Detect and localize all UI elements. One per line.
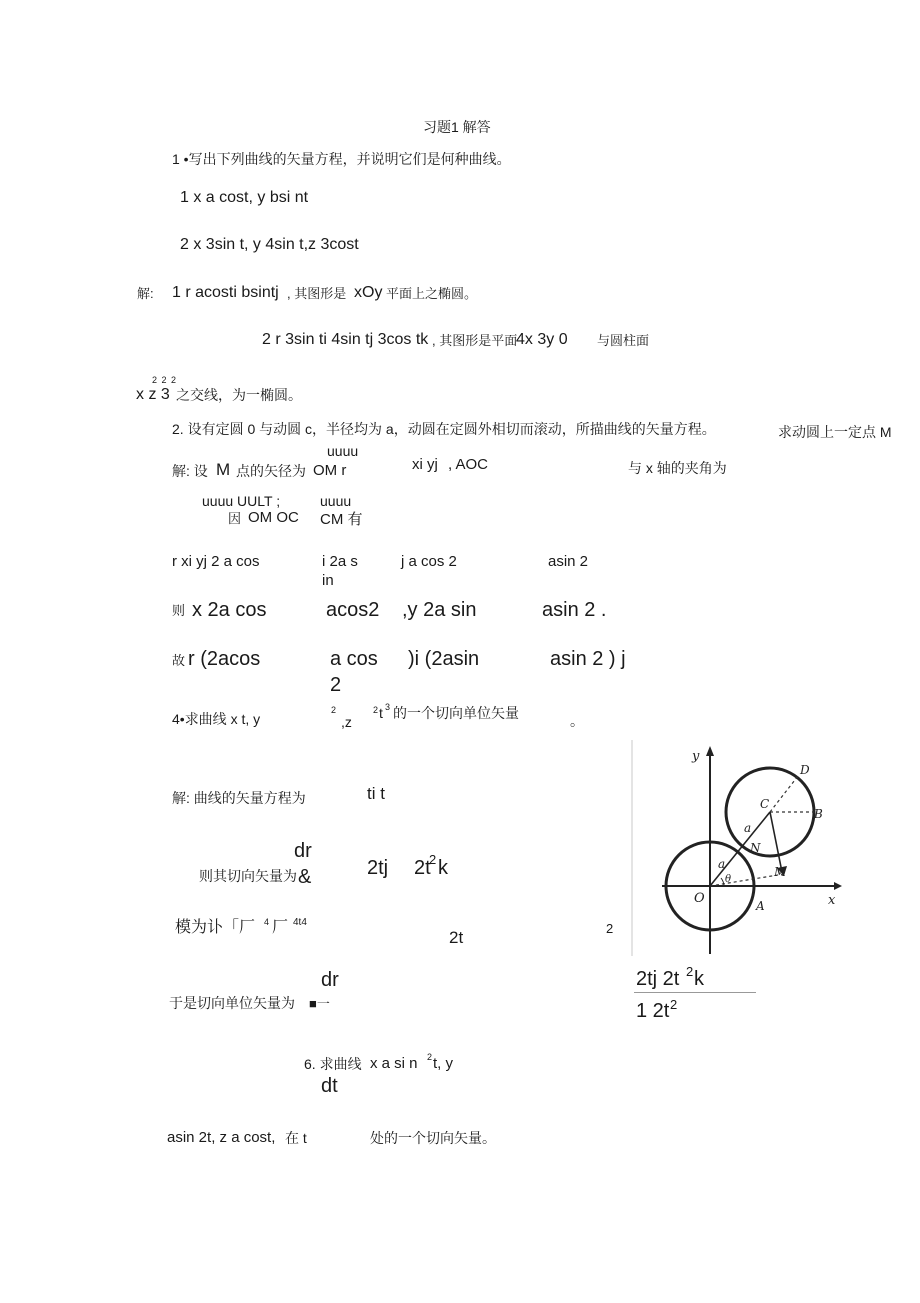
q2-gu-label: 故 — [172, 653, 186, 668]
q4-prompt: 4•求曲线 x t, y — [172, 711, 261, 727]
q4-unit-mark: ■一 — [309, 996, 330, 1011]
fig-label-B: B — [814, 807, 823, 821]
q2-gu-c: )i (2asin — [408, 648, 480, 670]
sol1-line2-math: 2 r 3sin ti 4sin tj 3cos tk — [262, 331, 429, 348]
q6-line2-c: 处的一个切向矢量。 — [370, 1130, 496, 1146]
fig-label-A: A — [756, 899, 765, 913]
sol1-line3-sup: 2 2 2 — [152, 375, 178, 385]
q4-mod-sup2: 4t4 — [293, 917, 307, 928]
sol1-line3-math: x z 3 — [136, 386, 170, 403]
q2-prompt-tail: 求动圆上一定点 M — [778, 424, 892, 440]
q4-sol-vec: ti t — [367, 784, 385, 803]
sol1-line2-end: 与圆柱面 — [597, 333, 650, 348]
q4-two-right: 2 — [606, 921, 614, 936]
q2-uuuu-1: uuuu — [327, 443, 359, 459]
q6-eq1: x a si n — [370, 1055, 418, 1072]
q1-prompt: 1 •写出下列曲线的矢量方程，并说明它们是何种曲线。 — [172, 151, 511, 167]
q2-ze-label: 则 — [172, 603, 186, 618]
q4-mod-sup1: 4 — [264, 917, 270, 927]
q4-sol-label: 解: 曲线的矢量方程为 — [172, 790, 306, 806]
q6-line2-a: asin 2t, z a cost, — [167, 1129, 276, 1146]
q4-unit-label: 于是切向单位矢量为 — [169, 995, 295, 1011]
line-OM — [710, 874, 784, 886]
q2-sol-M: M — [216, 460, 231, 479]
q4-dr-1: dr — [294, 840, 312, 862]
q4-tangent-b: 2t — [414, 857, 431, 879]
q4-sup2: 2 — [373, 705, 379, 715]
q4-unit-den: 1 2t — [636, 1000, 670, 1022]
q4-dr-2: dr — [321, 969, 339, 991]
fig-label-O: O — [694, 891, 705, 906]
q4-mid: ,z — [341, 714, 352, 730]
sol1-line3-end: 之交线，为一椭圆。 — [176, 387, 302, 403]
q6-eq1-tail: t, y — [433, 1055, 454, 1072]
q4-unit-num-sup: 2 — [686, 964, 694, 979]
q4-fraction-bar — [634, 992, 756, 993]
q4-end: 的一个切向单位矢量 — [393, 705, 519, 721]
q2-sol-AOC: , AOC — [448, 456, 489, 473]
q4-sup1: 2 — [331, 705, 337, 715]
q4-amp: & — [298, 866, 312, 888]
fig-label-M: M — [774, 865, 787, 879]
q4-tangent-label: 则其切向矢量为 — [199, 868, 297, 884]
q4-sup3: 3 — [385, 702, 391, 712]
q2-uuuu-2: uuuu UULT ; — [202, 493, 281, 509]
q4-dot: 。 — [570, 713, 584, 729]
fig-label-N: N — [750, 841, 761, 855]
fig-label-D: D — [800, 763, 810, 777]
q1-item2: 2 x 3sin t, y 4sin t,z 3cost — [180, 236, 359, 253]
q6-line2-b: 在 t — [285, 1130, 307, 1146]
sol1-label: 解: — [137, 286, 154, 301]
q4-unit-den-sup: 2 — [670, 997, 678, 1012]
q2-sol-angle: 与 x 轴的夹角为 — [628, 460, 727, 476]
sol1-line1-text: , 其图形是 — [287, 286, 347, 301]
q4-mod-mid: 厂 — [272, 919, 289, 936]
line-OC — [710, 812, 770, 886]
fig-label-theta: θ — [725, 874, 732, 885]
x-axis-arrow — [834, 882, 842, 890]
q2-gu-b: a cos — [330, 648, 378, 670]
sol1-line1-end: 平面上之椭圆。 — [386, 286, 478, 301]
q2-ze-c: ,y 2a sin — [402, 599, 477, 621]
q2-uuuu-3: uuuu — [320, 493, 352, 509]
q2-sol-text: 点的矢径为 — [236, 463, 306, 479]
line-CD — [770, 776, 798, 812]
theta-arc — [721, 878, 724, 886]
fig-label-C: C — [760, 797, 770, 811]
fig-label-a-upper: a — [744, 821, 752, 835]
q2-ze-a: x 2a cos — [192, 599, 267, 621]
page-title: 习题1 解答 — [423, 119, 491, 135]
q4-unit-num-k: k — [694, 968, 704, 990]
rolling-circles-figure — [628, 740, 846, 956]
q2-yin: 因 — [228, 511, 242, 526]
q4-tangent-b-k: k — [438, 857, 448, 879]
q2-eq-r-b: i 2a s — [322, 553, 358, 570]
q2-ze-d: asin 2 . — [542, 599, 607, 621]
y-axis-arrow — [706, 746, 714, 756]
q4-two-t: 2t — [449, 928, 464, 947]
q2-ze-b: acos2 — [326, 599, 380, 621]
q2-sol-xiyj: xi yj — [412, 456, 438, 473]
q6-prompt: 6. 求曲线 — [304, 1056, 362, 1072]
sol1-line1-plane: xOy — [354, 284, 383, 301]
q2-sol-OM: OM r — [313, 462, 347, 479]
fig-label-y: y — [692, 749, 700, 764]
q2-sol-label: 解: 设 — [172, 463, 208, 479]
q6-dt: dt — [321, 1075, 338, 1097]
fig-label-x: x — [828, 893, 836, 908]
q4-unit-num: 2tj 2t — [636, 968, 680, 990]
sol1-line2-text: , 其图形是平面 — [432, 333, 518, 348]
fig-label-a-lower: a — [718, 857, 726, 871]
q2-eq-r-c: j a cos 2 — [401, 553, 457, 570]
q2-gu-a: r (2acos — [188, 648, 261, 670]
q2-OMOC: OM OC — [248, 509, 299, 526]
q2-CM: CM 有 — [320, 511, 363, 528]
q4-t3: t — [379, 705, 383, 721]
q1-item1: 1 x a cost, y bsi nt — [180, 189, 309, 206]
q2-eq-r-d: asin 2 — [548, 553, 589, 570]
q2-gu-d: asin 2 ) j — [550, 648, 626, 670]
q4-modulus: 模为讣「厂 — [175, 919, 256, 936]
line-CM — [770, 812, 782, 872]
q2-eq-r-b2: in — [322, 572, 334, 589]
q2-prompt: 2. 设有定圆 0 与动圆 c，半径均为 a，动圆在定圆外相切而滚动，所描曲线的矢量方程。 — [172, 421, 716, 437]
q2-eq-r-a: r xi yj 2 a cos — [172, 553, 260, 570]
sol1-line2-plane: 4x 3y 0 — [516, 331, 568, 348]
q6-eq1-sup: 2 — [427, 1052, 433, 1062]
q4-tangent-b-sup: 2 — [429, 852, 437, 867]
sol1-line1-math: 1 r acosti bsintj — [172, 284, 279, 301]
q4-tangent-a: 2tj — [367, 857, 389, 879]
q2-gu-b2: 2 — [330, 674, 342, 696]
